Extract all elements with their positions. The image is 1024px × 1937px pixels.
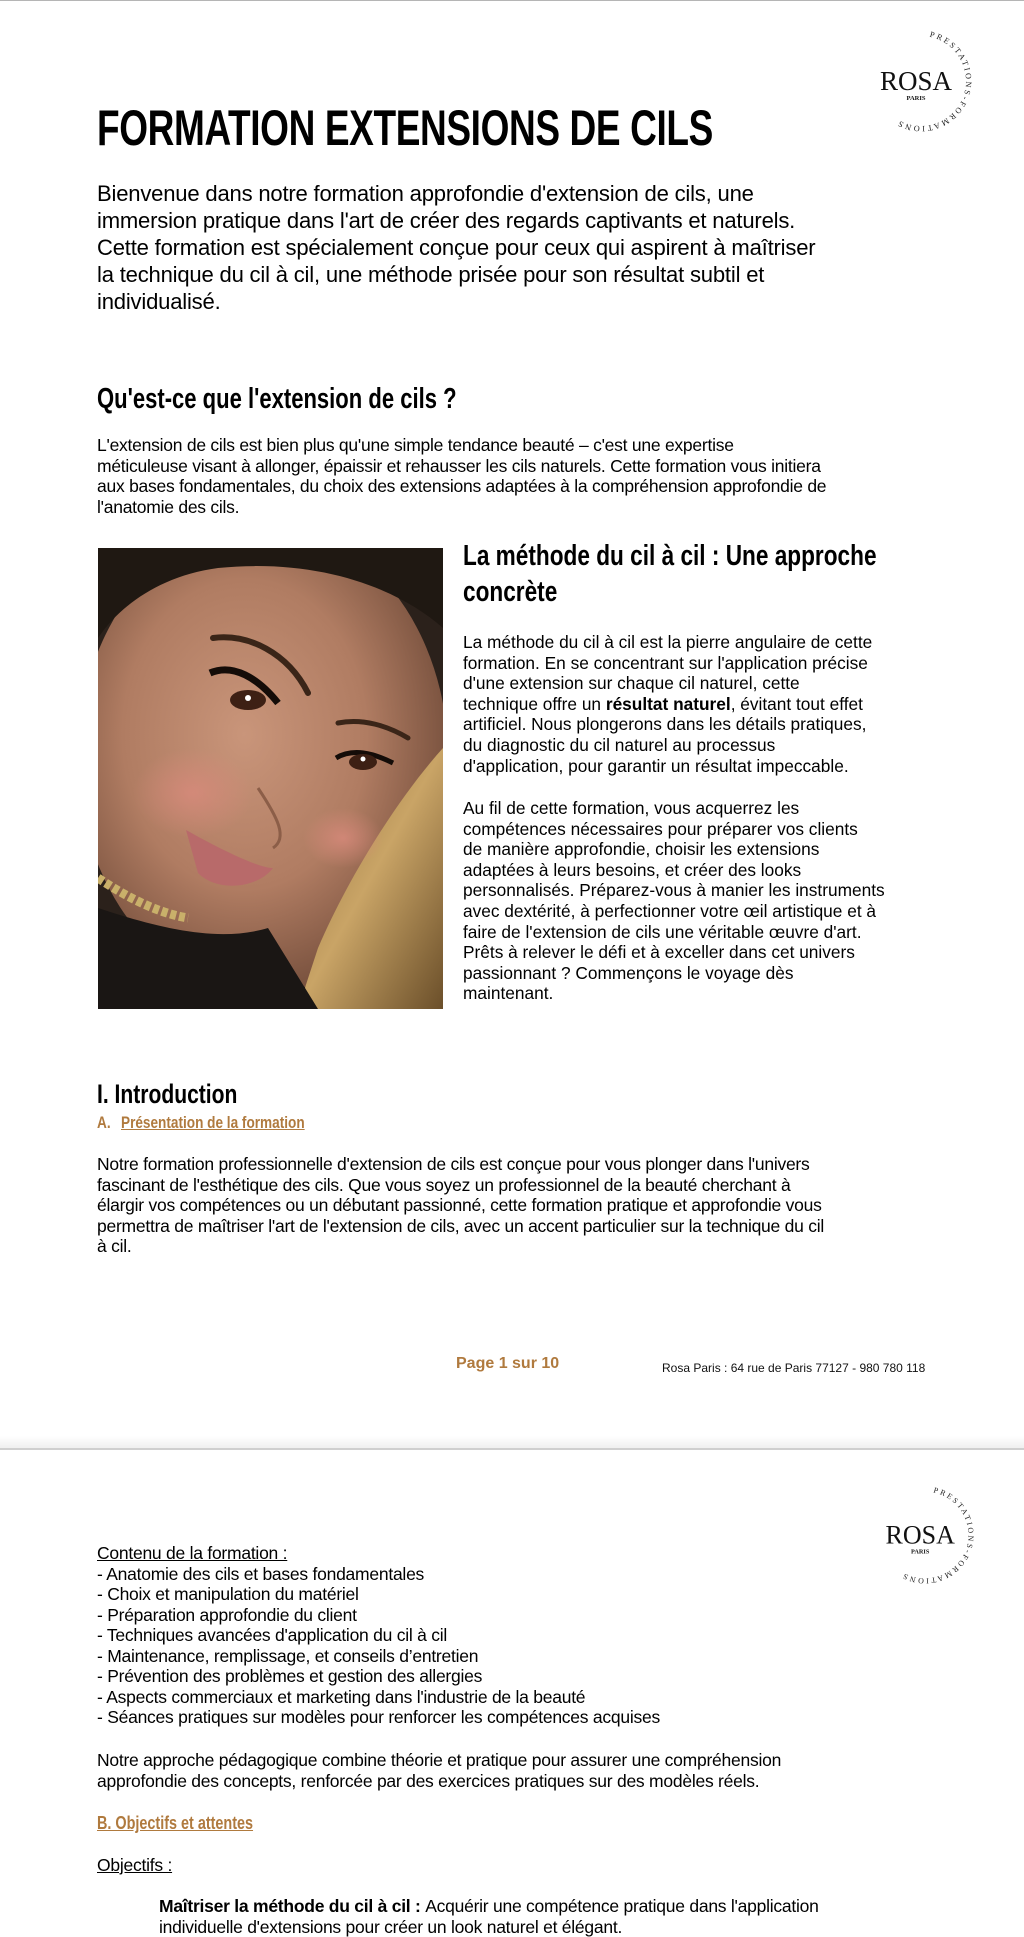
subsection-heading-presentation: A. Présentation de la formation [97,1113,305,1132]
svg-text:PRESTATIONS-FORMATIONS: PRESTATIONS-FORMATIONS [899,1485,976,1586]
method-heading: La méthode du cil à cil : Une approche concrète [463,540,877,608]
what-is-heading: Qu'est-ce que l'extension de cils ? [97,383,457,415]
rosa-logo [866,26,976,136]
list-item: - Préparation approfondie du client [97,1604,357,1625]
pedagogy-paragraph: Notre approche pédagogique combine théorie et pratique pour assurer une compréhension approfondie des concepts, renforcée par des exercices pratiques sur des modèles réels. [97,1750,782,1791]
subsection-heading-objectives: B. Objectifs et attentes [97,1813,254,1833]
page-separator [0,1436,1024,1450]
footer-address: Rosa Paris : 64 rue de Paris 77127 - 980 780 118 [662,1361,926,1375]
list-item: - Choix et manipulation du matériel [97,1584,359,1604]
intro-paragraph: Bienvenue dans notre formation approfondie d'extension de cils, une immersion pratique dans l'art de créer des regards captivants et naturels. Cette formation est spécialement conçue pour ceux qui aspirent à maîtriser la technique du cil à cil, une méthode prisée pour son résultat subtil et individualisé. [97,181,816,314]
objective-item: Maîtriser la méthode du cil à cil : Acquérir une compétence pratique dans l'application individuelle d'extensions pour créer un look naturel et élégant. [159,1896,819,1937]
list-item: - Séances pratiques sur modèles pour renforcer les compétences acquises [97,1707,660,1727]
page-title: FORMATION EXTENSIONS DE CILS [97,100,713,156]
list-item: - Aspects commerciaux et marketing dans l'industrie de la beauté [97,1686,586,1707]
presentation-paragraph: Notre formation professionnelle d'extension de cils est conçue pour vous plonger dans l'univers fascinant de l'esthétique des cils. Que vous soyez un professionnel de la beauté cherchant à élargir vos compétences ou un débutant passionné, cette formation pratique et approfondie vous permettra de maîtriser l'art de l'extension de cils, avec un accent particulier sur la technique du cil à cil. [97,1154,824,1256]
what-is-paragraph: L'extension de cils est bien plus qu'une simple tendance beauté – c'est une expertise méticuleuse visant à allonger, épaissir et rehausser les cils naturels. Cette formation vous initiera aux bases fondamentales, du choix des extensions adaptées à la compréhension approfondie de l'anatomie des cils. [97,435,827,517]
page-number: Page 1 sur 10 [456,1355,560,1372]
emphasis-natural-result: résultat naturel [605,693,731,714]
svg-text:ROSA: ROSA [879,66,953,96]
list-item: - Techniques avancées d'application du cil à cil [97,1625,447,1645]
svg-text:PRESTATIONS-FORMATIONS: PRESTATIONS-FORMATIONS [894,29,974,134]
portrait-image [98,548,443,1009]
svg-text:ROSA: ROSA [885,1520,955,1550]
method-paragraph-1: La méthode du cil à cil est la pierre angulaire de cette formation. En se concentrant sur l'application précise d'une extension sur chaque cil naturel, cette technique offre un résultat naturel, évitant tout effet artificiel. Nous plongerons dans les détails pratiques, du diagnostic du cil naturel au processus d'application, pour garantir un résultat impeccable. [463,632,873,776]
list-item: - Maintenance, remplissage, et conseils d’entretien [97,1645,479,1666]
svg-text:PARIS: PARIS [911,1548,930,1556]
svg-text:PARIS: PARIS [906,95,926,102]
section-heading-introduction: I. Introduction [97,1079,238,1109]
portrait-photo [98,548,443,1009]
course-content-list [97,1543,937,1728]
rosa-logo-emblem [866,26,976,136]
method-paragraph-2: Au fil de cette formation, vous acquerrez les compétences nécessaires pour préparer vos clients de manière approfondie, choisir les extensions adaptées à leurs besoins, et créer des looks personnalisés. Préparez-vous à manier les instruments avec dextérité, à perfectionner votre œil artistique et à faire de l'extension de cils une véritable œuvre d'art. Prêts à relever le défi et à exceller dans cet univers passionnant ? Commençons le voyage dès maintenant. [463,798,885,1004]
list-item: - Anatomie des cils et bases fondamentales [97,1563,425,1584]
course-content-label: Contenu de la formation : [97,1543,288,1563]
list-item: - Prévention des problèmes et gestion des allergies [97,1666,483,1686]
objectives-label: Objectifs : [97,1855,173,1875]
